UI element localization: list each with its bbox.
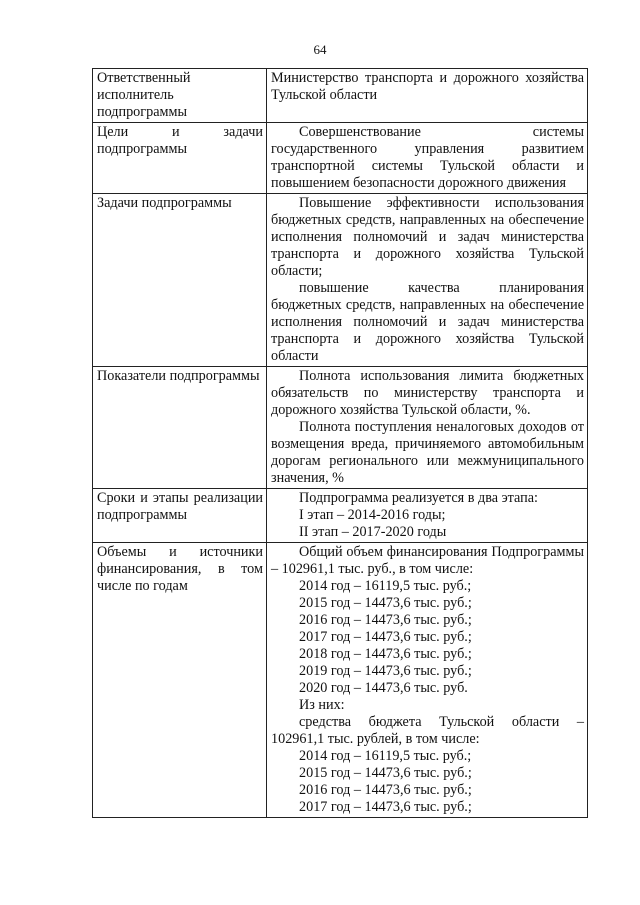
goals-text: Совершенствование системы государственного управления развитием транспортной системы Тульской области и повышением безопасности дорожного движения: [271, 124, 584, 191]
funding-year-2018: 2018 год – 14473,6 тыс. руб.;: [299, 646, 472, 662]
regional-year-2017: 2017 год – 14473,6 тыс. руб.;: [299, 799, 472, 815]
table-row: [93, 194, 588, 367]
table-row: [93, 489, 588, 543]
row-label-goals: Цели и задачи подпрограммы: [93, 123, 267, 194]
row-value-indicators: [267, 367, 588, 489]
timeline-stage-1: I этап – 2014-2016 годы;: [299, 507, 446, 523]
tasks-paragraph-2: повышение качества планирования бюджетных средств, направленных на обеспечение исполнения полномочий и задач министерства транспорта и дорожного хозяйства Тульской области: [271, 280, 584, 364]
funding-year-2017: 2017 год – 14473,6 тыс. руб.;: [299, 629, 472, 645]
regional-year-2015: 2015 год – 14473,6 тыс. руб.;: [299, 765, 472, 781]
regional-year-2016: 2016 год – 14473,6 тыс. руб.;: [299, 782, 472, 798]
funding-year-2019: 2019 год – 14473,6 тыс. руб.;: [299, 663, 472, 679]
funding-regional-budget: средства бюджета Тульской области – 102961,1 тыс. рублей, в том числе:: [271, 714, 584, 747]
indicators-paragraph-1: Полнота использования лимита бюджетных обязательств по министерству транспорта и дорожного хозяйства Тульской области, %.: [271, 368, 584, 418]
row-label-responsible-executor: Ответственный исполнитель подпрограммы: [93, 69, 267, 123]
funding-year-2015: 2015 год – 14473,6 тыс. руб.;: [299, 595, 472, 611]
row-value-funding: [267, 543, 588, 818]
page-number: 64: [313, 42, 327, 57]
funding-year-2020: 2020 год – 14473,6 тыс. руб.: [299, 680, 468, 696]
funding-year-2016: 2016 год – 14473,6 тыс. руб.;: [299, 612, 472, 628]
row-label-timeline: Сроки и этапы реализации подпрограммы: [93, 489, 267, 543]
timeline-stage-2: II этап – 2017-2020 годы: [299, 524, 447, 540]
row-label-indicators: Показатели подпрограммы: [93, 367, 267, 489]
row-label-funding: Объемы и источники финансирования, в том числе по годам: [93, 543, 267, 818]
subprogram-passport-table: [92, 68, 588, 818]
row-value-responsible-executor: [267, 69, 588, 123]
timeline-intro: Подпрограмма реализуется в два этапа:: [299, 490, 538, 506]
row-value-goals: [267, 123, 588, 194]
table-row: [93, 543, 588, 818]
table-row: [93, 123, 588, 194]
indicators-paragraph-2: Полнота поступления неналоговых доходов от возмещения вреда, причиняемого автомобильным дорогам регионального или межмуниципального значения, %: [271, 419, 584, 486]
table-row: [93, 367, 588, 489]
regional-year-2014: 2014 год – 16119,5 тыс. руб.;: [299, 748, 472, 764]
row-value-timeline: [267, 489, 588, 543]
responsible-executor-text: Министерство транспорта и дорожного хозяйства Тульской области: [271, 70, 584, 103]
funding-total: Общий объем финансирования Подпрограммы – 102961,1 тыс. руб., в том числе:: [271, 544, 584, 577]
row-value-tasks: [267, 194, 588, 367]
table-row: [93, 69, 588, 123]
funding-of-which: Из них:: [299, 697, 345, 713]
tasks-paragraph-1: Повышение эффективности использования бюджетных средств, направленных на обеспечение исполнения полномочий и задач министерства транспорта и дорожного хозяйства Тульской области;: [271, 195, 584, 279]
funding-year-2014: 2014 год – 16119,5 тыс. руб.;: [299, 578, 472, 594]
row-label-tasks: Задачи подпрограммы: [93, 194, 267, 367]
